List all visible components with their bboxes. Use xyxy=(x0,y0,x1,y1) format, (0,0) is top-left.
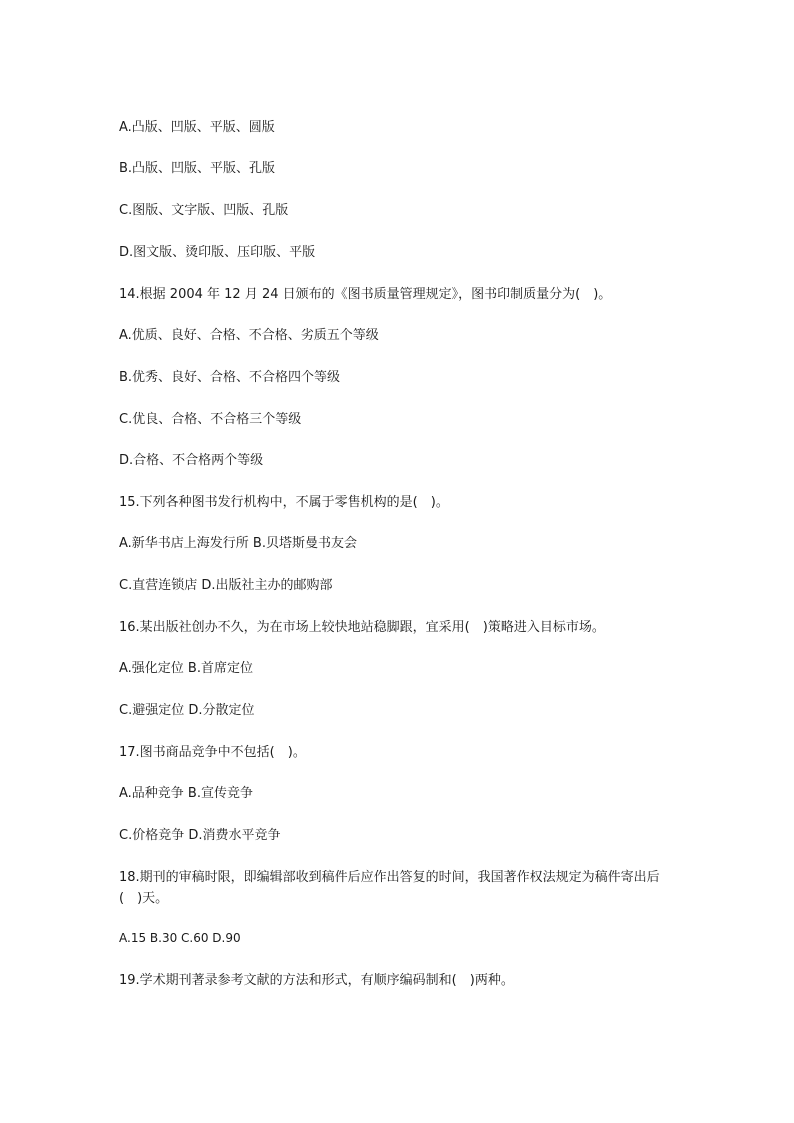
option-13c: C.图版、文字版、凹版、孔版 xyxy=(119,203,289,218)
option-14b: B.优秀、良好、合格、不合格四个等级 xyxy=(119,370,341,385)
question-15: 15.下列各种图书发行机构中，不属于零售机构的是( )。 xyxy=(119,495,449,510)
options-15cd: C.直营连锁店 D.出版社主办的邮购部 xyxy=(119,578,333,593)
question-18: 18.期刊的审稿时限，即编辑部收到稿件后应作出答复的时间，我国著作权法规定为稿件寄出后( )天。 xyxy=(119,870,660,906)
option-13b: B.凸版、凹版、平版、孔版 xyxy=(119,161,276,176)
question-16: 16.某出版社创办不久，为在市场上较快地站稳脚跟，宜采用( )策略进入目标市场。 xyxy=(119,620,605,635)
option-13a: A.凸版、凹版、平版、圆版 xyxy=(119,120,275,135)
question-19: 19.学术期刊著录参考文献的方法和形式，有顺序编码制和( )两种。 xyxy=(119,973,514,988)
question-14: 14.根据 2004 年 12 月 24 日颁布的《图书质量管理规定》，图书印制质量分为( )。 xyxy=(119,287,612,302)
options-17ab: A.品种竞争 B.宣传竞争 xyxy=(119,786,253,801)
option-14a: A.优质、良好、合格、不合格、劣质五个等级 xyxy=(119,328,379,343)
question-17: 17.图书商品竞争中不包括( )。 xyxy=(119,745,306,760)
option-14d: D.合格、不合格两个等级 xyxy=(119,453,264,468)
options-16ab: A.强化定位 B.首席定位 xyxy=(119,661,253,676)
options-18: A.15 B.30 C.60 D.90 xyxy=(119,931,241,945)
options-17cd: C.价格竞争 D.消费水平竞争 xyxy=(119,828,281,843)
options-15ab: A.新华书店上海发行所 B.贝塔斯曼书友会 xyxy=(119,536,357,551)
option-14c: C.优良、合格、不合格三个等级 xyxy=(119,412,302,427)
options-16cd: C.避强定位 D.分散定位 xyxy=(119,703,255,718)
option-13d: D.图文版、烫印版、压印版、平版 xyxy=(119,245,316,260)
